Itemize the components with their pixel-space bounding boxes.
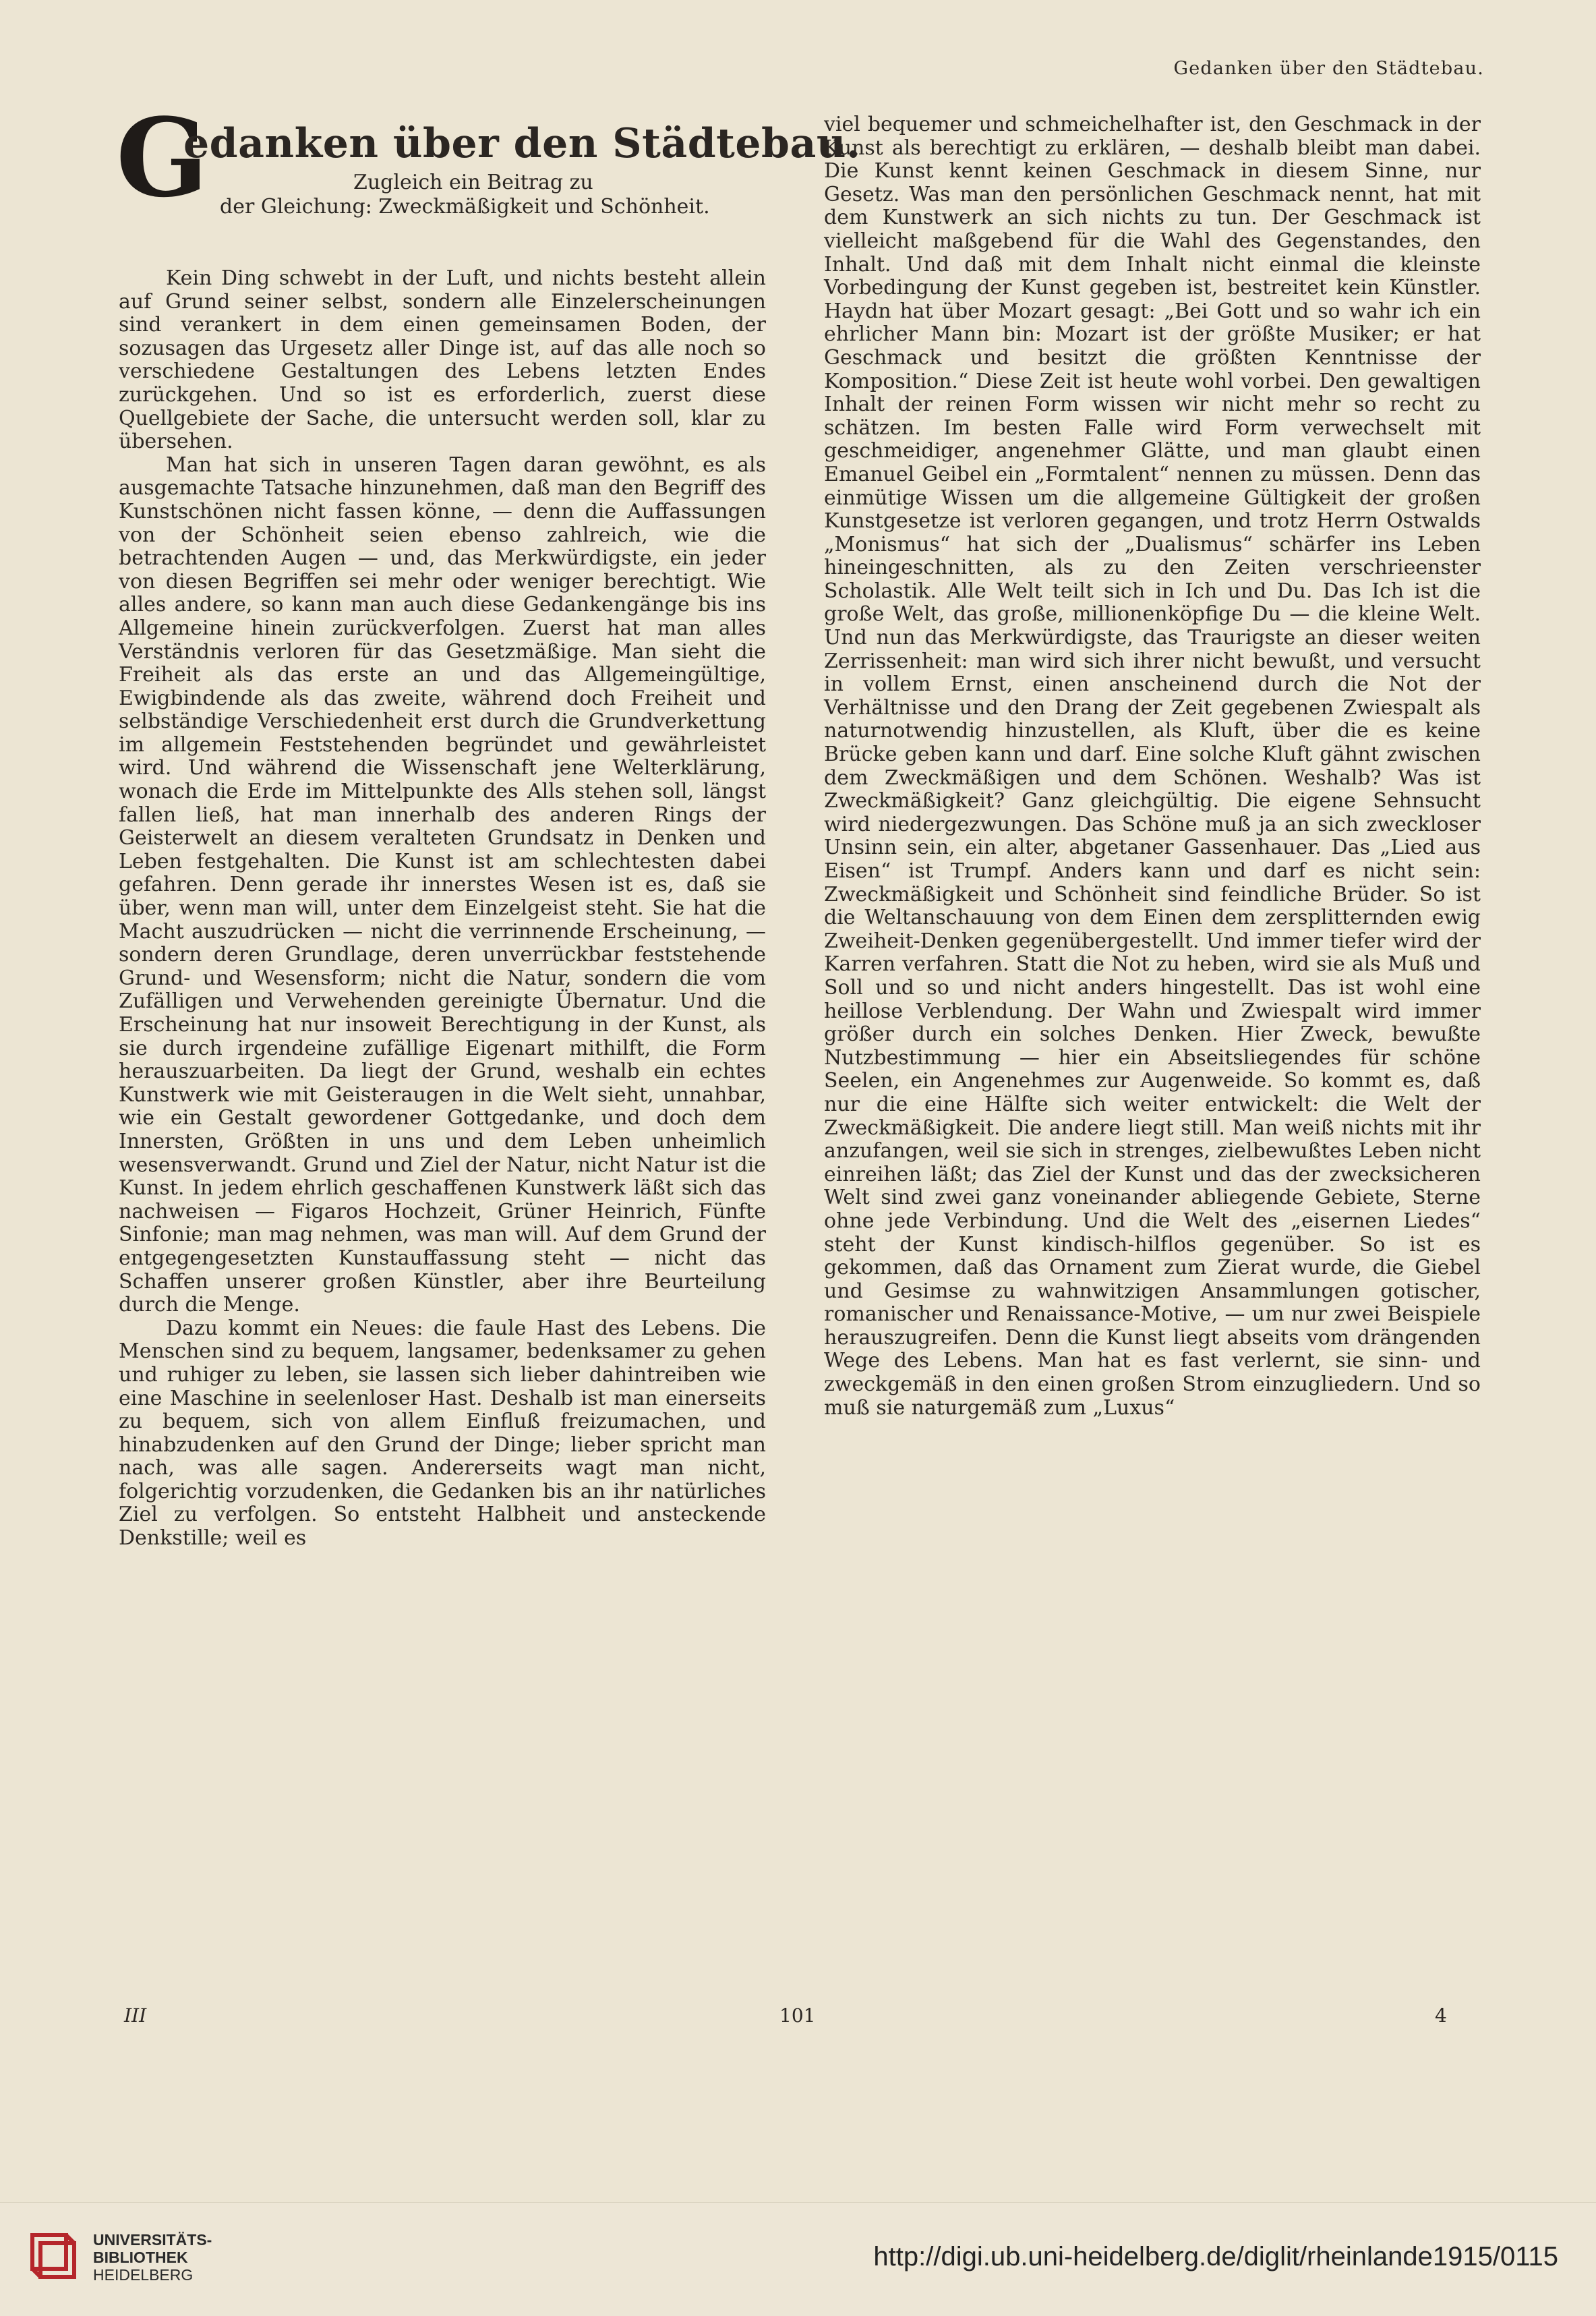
paragraph: Dazu kommt ein Neues: die faule Hast des Lebens. Die Menschen sind zu bequem, langsamer, bedenksamer zu gehen und ruhiger zu leben, sie lassen sich lieber dahintreiben wie eine Maschine in seelenloser Hast. Deshalb ist man einerseits zu bequem, sich von allem Einfluß freizumachen, und hinabzudenken auf den Grund der Dinge; lieber spricht man nach, was alle sagen. Andererseits wagt man nicht, folgerichtig vorzudenken, die Gedanken bis an ihr natürliches Ziel zu verfolgen. So entsteht Halbheit und ansteckende Denkstille; weil es — [119, 1316, 766, 1551]
heidelberg-library-logo-icon — [19, 2222, 86, 2296]
drop-cap: G — [116, 94, 208, 221]
paragraph: Kein Ding schwebt in der Luft, und nichts besteht allein auf Grund seiner selbst, sondern alle Einzelerscheinungen sind verankert in dem einen gemeinsamen Boden, der sozusagen das Urgesetz aller Dinge ist, auf das alle noch so verschiedene Gestaltungen des Lebens letzten Endes zurückgehen. Und so ist es erforderlich, zuerst diese Quellgebiete der Sache, die untersucht werden soll, klar zu übersehen. — [119, 266, 766, 454]
running-header: Gedanken über den Städtebau. — [1173, 58, 1484, 79]
article-subtitle-line1: Zugleich ein Beitrag zu — [353, 171, 593, 194]
paragraph: Man hat sich in unseren Tagen daran gewöhnt, es als ausgemachte Tatsache hinzunehmen, daß man den Begriff des Kunstschönen nicht fassen könne, — denn die Auffassungen von der Schönheit seien ebenso zahlreich, wie die betrachtenden Augen — und, das Merkwürdigste, ein jeder von diesen Begriffen sei mehr oder weniger berechtigt. Wie alles andere, so kann man auch diese Gedankengänge bis ins Allgemeine hinein zurückverfolgen. Zuerst hat man alles Verständnis verloren für das Gesetzmäßige. Man sieht die Freiheit als das erste an und das Allgemeingültige, Ewigbindende als das zweite, während doch Freiheit und selbständige Verschiedenheit erst durch die Grundverkettung im allgemein Feststehenden begründet und gewährleistet wird. Und während die Wissenschaft jene Welterklärung, wonach die Erde im Mittelpunkte des Alls stehen soll, längst fallen ließ, hat man innerhalb des anderen Rings der Geisterwelt an diesem veralteten Grundsatz in Denken und Leben festgehalten. Die Kunst ist am schlechtesten dabei gefahren. Denn gerade ihr innerstes Wesen ist es, daß sie über, wenn man will, unter dem Einzelgeist steht. Sie hat die Macht auszudrücken — nicht die verrinnende Erscheinung, — sondern deren Grundlage, deren unverrückbar feststehende Grund- und Wesensform; nicht die Natur, sondern die vom Zufälligen und Verwehenden gereinigte Übernatur. Und die Erscheinung hat nur insoweit Berechtigung in der Kunst, als sie durch irgendeine zufällige Eigenart mithilft, die Form herauszuarbeiten. Da liegt der Grund, weshalb ein echtes Kunstwerk wie mit Geisteraugen in die Welt sieht, unnahbar, wie ein Gestalt gewordener Gottgedanke, und doch dem Innersten, Größten in uns und dem Leben unheimlich wesensverwandt. Grund und Ziel der Natur, nicht Natur ist die Kunst. In jedem ehrlich geschaffenen Kunstwerk läßt sich das nachweisen — Figaros Hochzeit, Grüner Heinrich, Fünfte Sinfonie; man mag nehmen, was man will. Auf dem Grund der entgegengesetzten Kunstauffassung steht — nicht das Schaffen unserer großen Künstler, aber ihre Beurteilung durch die Menge. — [119, 453, 766, 1317]
digitization-footer — [0, 2202, 1596, 2316]
library-name-line2: BIBLIOTHEK — [93, 2249, 188, 2266]
library-name — [93, 2231, 212, 2284]
library-name-line3: HEIDELBERG — [93, 2266, 194, 2284]
source-url[interactable]: http://digi.ub.uni-heidelberg.de/diglit/rheinlande1915/0115 — [873, 2242, 1558, 2271]
signature-mark: III — [124, 2004, 147, 2027]
article-subtitle-line2: der Gleichung: Zweckmäßigkeit und Schönheit. — [220, 195, 710, 219]
right-column — [824, 113, 1481, 1420]
left-column — [116, 94, 861, 1551]
paragraph-continued: viel bequemer und schmeichelhafter ist, den Geschmack in der Kunst als berechtigt zu erklären, — deshalb bleibt man dabei. Die Kunst kennt keinen Geschmack in diesem Sinne, nur Gesetz. Was man den persönlichen Geschmack nennt, hat mit dem Kunstwerk an sich nichts zu tun. Der Geschmack ist vielleicht maßgebend für die Wahl des Gegenstandes, den Inhalt. Und daß mit dem Inhalt nicht einmal die kleinste Vorbedingung der Kunst gegeben ist, bestreitet kein Künstler. Haydn hat über Mozart gesagt: „Bei Gott und so wahr ich ein ehrlicher Mann bin: Mozart ist der größte Musiker; er hat Geschmack und besitzt die größten Kenntnisse der Komposition.“ Diese Zeit ist heute wohl vorbei. Den gewaltigen Inhalt der reinen Form wissen wir nicht mehr so recht zu schätzen. Im besten Falle wird Form verwechselt mit geschmeidiger, angenehmer Glätte, und man glaubt einen Emanuel Geibel ein „Formtalent“ nennen zu müssen. Denn das einmütige Wissen um die allgemeine Gültigkeit der großen Kunstgesetze ist verloren gegangen, und trotz Herrn Ostwalds „Monismus“ hat sich der „Dualismus“ schärfer ins Leben hineingeschnitten, als zu den Zeiten verschrieenster Scholastik. Alle Welt teilt sich in Ich und Du. Das Ich ist die große Welt, das große, millionenköpfige Du — die kleine Welt. Und nun das Merkwürdigste, das Traurigste an dieser weiten Zerrissenheit: man wird sich ihrer nicht bewußt, und versucht in vollem Ernst, einen anscheinend durch die Not der Verhältnisse und den Drang der Zeit gegebenen Zwiespalt als naturnotwendig hinzustellen, als Kluft, über die es keine Brücke geben kann und darf. Eine solche Kluft gähnt zwischen dem Zweckmäßigen und dem Schönen. Weshalb? Was ist Zweckmäßigkeit? Ganz gleichgültig. Die eigene Sehnsucht wird niedergezwungen. Das Schöne muß ja an sich zweckloser Unsinn sein, ein alter, abgetaner Gassenhauer. Das „Lied aus Eisen“ ist Trumpf. Anders kann und darf es nicht sein: Zweckmäßigkeit und Schönheit sind feindliche Brüder. So ist die Weltanschauung von dem Einen dem zersplitternden ewig Zweiheit-Denken gegenübergestellt. Und immer tiefer wird der Karren verfahren. Statt die Not zu heben, wird sie als Muß und Soll und so und nicht anders hingestellt. Das ist wohl eine heillose Verblendung. Der Wahn und Zwiespalt wird immer größer durch ein solches Denken. Hier Zweck, bewußte Nutzbestimmung — hier ein Abseitsliegendes für schöne Seelen, ein Angenehmes zur Augenweide. So kommt es, daß nur die eine Hälfte sich weiter entwickelt: die Welt der Zweckmäßigkeit. Die andere liegt still. Man weiß nichts mit ihr anzufangen, weil sie sich in strenges, zielbewußtes Leben nicht einreihen läßt; das Ziel der Kunst und das der zwecksicheren Welt sind zwei ganz voneinander abliegende Gebiete, Sterne ohne jede Verbindung. Und die Welt des „eisernen Liedes“ steht der Kunst kindisch-hilflos gegenüber. So ist es gekommen, daß das Ornament zum Zierat wurde, die Giebel und Gesimse zu wahnwitzigen Ansammlungen gotischer, romanischer und Renaissance-Motive, — um nur zwei Beispiele herauszugreifen. Denn die Kunst liegt abseits vom drängenden Wege des Lebens. Man hat es fast verlernt, sie sinn- und zweckgemäß in den einen großen Strom einzugliedern. Und so muß sie naturgemäß zum „Luxus“ — [824, 113, 1481, 1420]
page-number: 101 — [779, 2004, 816, 2027]
article-title: edanken über den Städtebau. — [183, 120, 861, 167]
article-heading — [116, 94, 861, 267]
library-name-line1: UNIVERSITÄTS- — [93, 2231, 212, 2249]
sheet-number: 4 — [1435, 2004, 1447, 2027]
